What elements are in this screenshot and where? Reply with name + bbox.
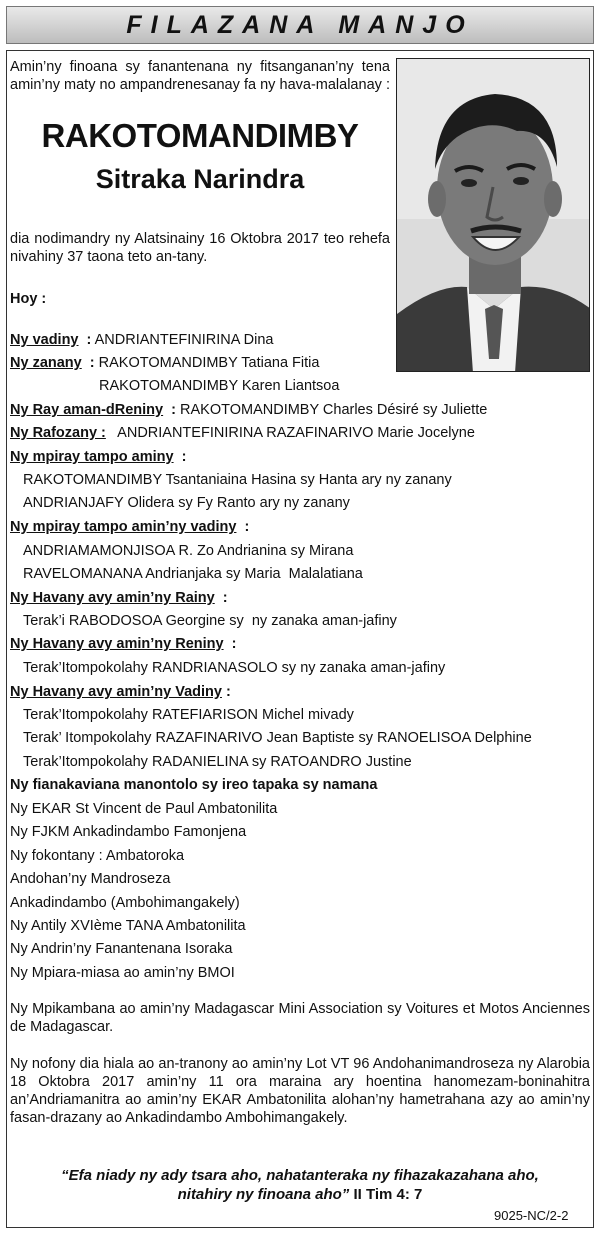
family-members: RAVELOMANANA Andrianjaka sy Maria Malalatiana <box>23 566 363 582</box>
family-members: ANDRIANTEFINIRINA Dina <box>91 332 274 348</box>
family-relation-label: Ny Rafozany : <box>10 425 106 441</box>
family-separator: : <box>173 449 187 465</box>
family-members: RAKOTOMANDIMBY Tsantaniaina Hasina sy Hanta ary ny zanany <box>23 472 452 488</box>
family-separator: : <box>223 636 237 652</box>
family-row <box>10 354 319 372</box>
friends-item: Ny Mpiara-miasa ao amin’ny BMOI <box>10 964 235 981</box>
reference-code: 9025-NC/2-2 <box>494 1208 569 1223</box>
death-notice: dia nodimandry ny Alatsinainy 16 Oktobra 2017 teo rehefa nivahiny 37 taona teto an-tany. <box>10 231 390 265</box>
family-row <box>23 753 412 771</box>
family-row <box>23 706 354 724</box>
friends-item: Andohan’ny Mandroseza <box>10 871 171 888</box>
family-relation-label: Ny Havany avy amin’ny Rainy <box>10 590 215 606</box>
quote-source: II Tim 4: 7 <box>349 1186 423 1203</box>
family-relation-label: Ny mpiray tampo aminy <box>10 449 174 465</box>
quote-line-2: nitahiry ny finoana aho” <box>177 1186 350 1203</box>
friends-item: Ny EKAR St Vincent de Paul Ambatonilita <box>10 801 278 817</box>
intro-text: Amin’ny finoana sy fanantenana ny fitsanganan’ny tena amin’ny maty no ampandrenesanay fa ny hava-malalanay : <box>10 59 390 93</box>
friends-item: Ny FJKM Ankadindambo Famonjena <box>10 824 247 841</box>
family-separator: : <box>78 332 92 348</box>
friends-item: Ny fokontany : Ambatoroka <box>10 847 185 864</box>
family-members: ANDRIANJAFY Olidera sy Fy Ranto ary ny zanany <box>23 495 350 511</box>
family-row <box>23 659 445 677</box>
notice-header <box>6 6 594 44</box>
deceased-given-names: Sitraka Narindra <box>95 164 305 194</box>
family-separator: : <box>214 590 228 606</box>
family-members: Terak’i RABODOSOA Georgine sy ny zanaka aman-jafiny <box>23 613 397 629</box>
family-relation-label: Ny vadiny <box>10 332 79 348</box>
family-row <box>23 565 363 583</box>
family-row <box>10 401 487 419</box>
family-relation-label: Ny Ray aman-dReniny <box>10 402 164 418</box>
hoy-label: Hoy : <box>10 291 47 307</box>
portrait-image <box>397 59 590 372</box>
family-relation-label: Ny Havany avy amin’ny Reniny <box>10 636 224 652</box>
family-relation-label: Ny zanany <box>10 355 82 371</box>
family-relation-label: Ny mpiray tampo amin’ny vadiny <box>10 519 237 535</box>
family-separator: : <box>236 519 250 535</box>
family-separator: : <box>81 355 95 371</box>
family-members: RAKOTOMANDIMBY Charles Désiré sy Juliette <box>176 402 488 418</box>
family-row <box>23 729 532 747</box>
family-row <box>23 612 397 630</box>
family-separator: : <box>221 684 231 700</box>
friends-item: Ankadindambo (Ambohimangakely) <box>10 894 240 911</box>
family-row <box>10 424 475 442</box>
family-row <box>23 471 452 489</box>
family-members: RAKOTOMANDIMBY Tatiana Fitia <box>94 355 320 371</box>
family-row <box>10 589 228 607</box>
friends-heading: Ny fianakaviana manontolo sy ireo tapaka sy namana <box>10 777 378 793</box>
friends-item: Ny Andrin’ny Fanantenana Isoraka <box>10 941 233 958</box>
family-row <box>10 683 231 701</box>
association-text: Ny Mpikambana ao amin’ny Madagascar Mini Association sy Voitures et Motos Anciennes de Madagascar. <box>10 1001 590 1035</box>
family-members: Terak’Itompokolahy RADANIELINA sy RATOANDRO Justine <box>23 754 412 770</box>
deceased-surname: RAKOTOMANDIMBY <box>41 117 359 154</box>
family-members: Terak’Itompokolahy RATEFIARISON Michel mivady <box>23 707 354 723</box>
family-members: Terak’Itompokolahy RANDRIANASOLO sy ny zanaka aman-jafiny <box>23 660 446 676</box>
family-row <box>99 377 339 395</box>
family-relation-label: Ny Havany avy amin’ny Vadiny <box>10 684 222 700</box>
family-separator: : <box>163 402 176 418</box>
family-members: Terak’ Itompokolahy RAZAFINARIVO Jean Baptiste sy RANOELISOA Delphine <box>23 730 532 746</box>
bible-quote <box>6 1166 594 1204</box>
family-row <box>23 494 350 512</box>
funeral-details: Ny nofony dia hiala ao an-tranony ao amin’ny Lot VT 96 Andohanimandroseza ny Alarobia 18 Oktobra 2017 amin’ny 11 ora maraina ary hoentina hanomezam-boninahitra an’Andriamanitra ao amin’ny EKAR Ambatonilita alohan’ny hametrahana azy ao amin’ny fasan-drazany ao Ankadindambo Ambohimangakely. <box>10 1056 590 1126</box>
family-row <box>10 635 236 653</box>
family-members: ANDRIAMAMONJISOA R. Zo Andrianina sy Mirana <box>23 543 354 559</box>
family-row <box>23 542 353 560</box>
friends-item: Ny Antily XVIème TANA Ambatonilita <box>10 918 246 934</box>
family-members: RAKOTOMANDIMBY Karen Liantsoa <box>99 378 340 394</box>
family-row <box>10 518 249 536</box>
deceased-photo <box>396 58 590 372</box>
family-members: ANDRIANTEFINIRINA RAZAFINARIVO Marie Jocelyne <box>105 425 475 441</box>
quote-line-1: “Efa niady ny ady tsara aho, nahatanteraka ny fihazakazahana aho, <box>61 1167 539 1184</box>
notice-title: FILAZANA MANJO <box>126 10 474 39</box>
family-row <box>10 331 273 349</box>
family-row <box>10 448 186 466</box>
